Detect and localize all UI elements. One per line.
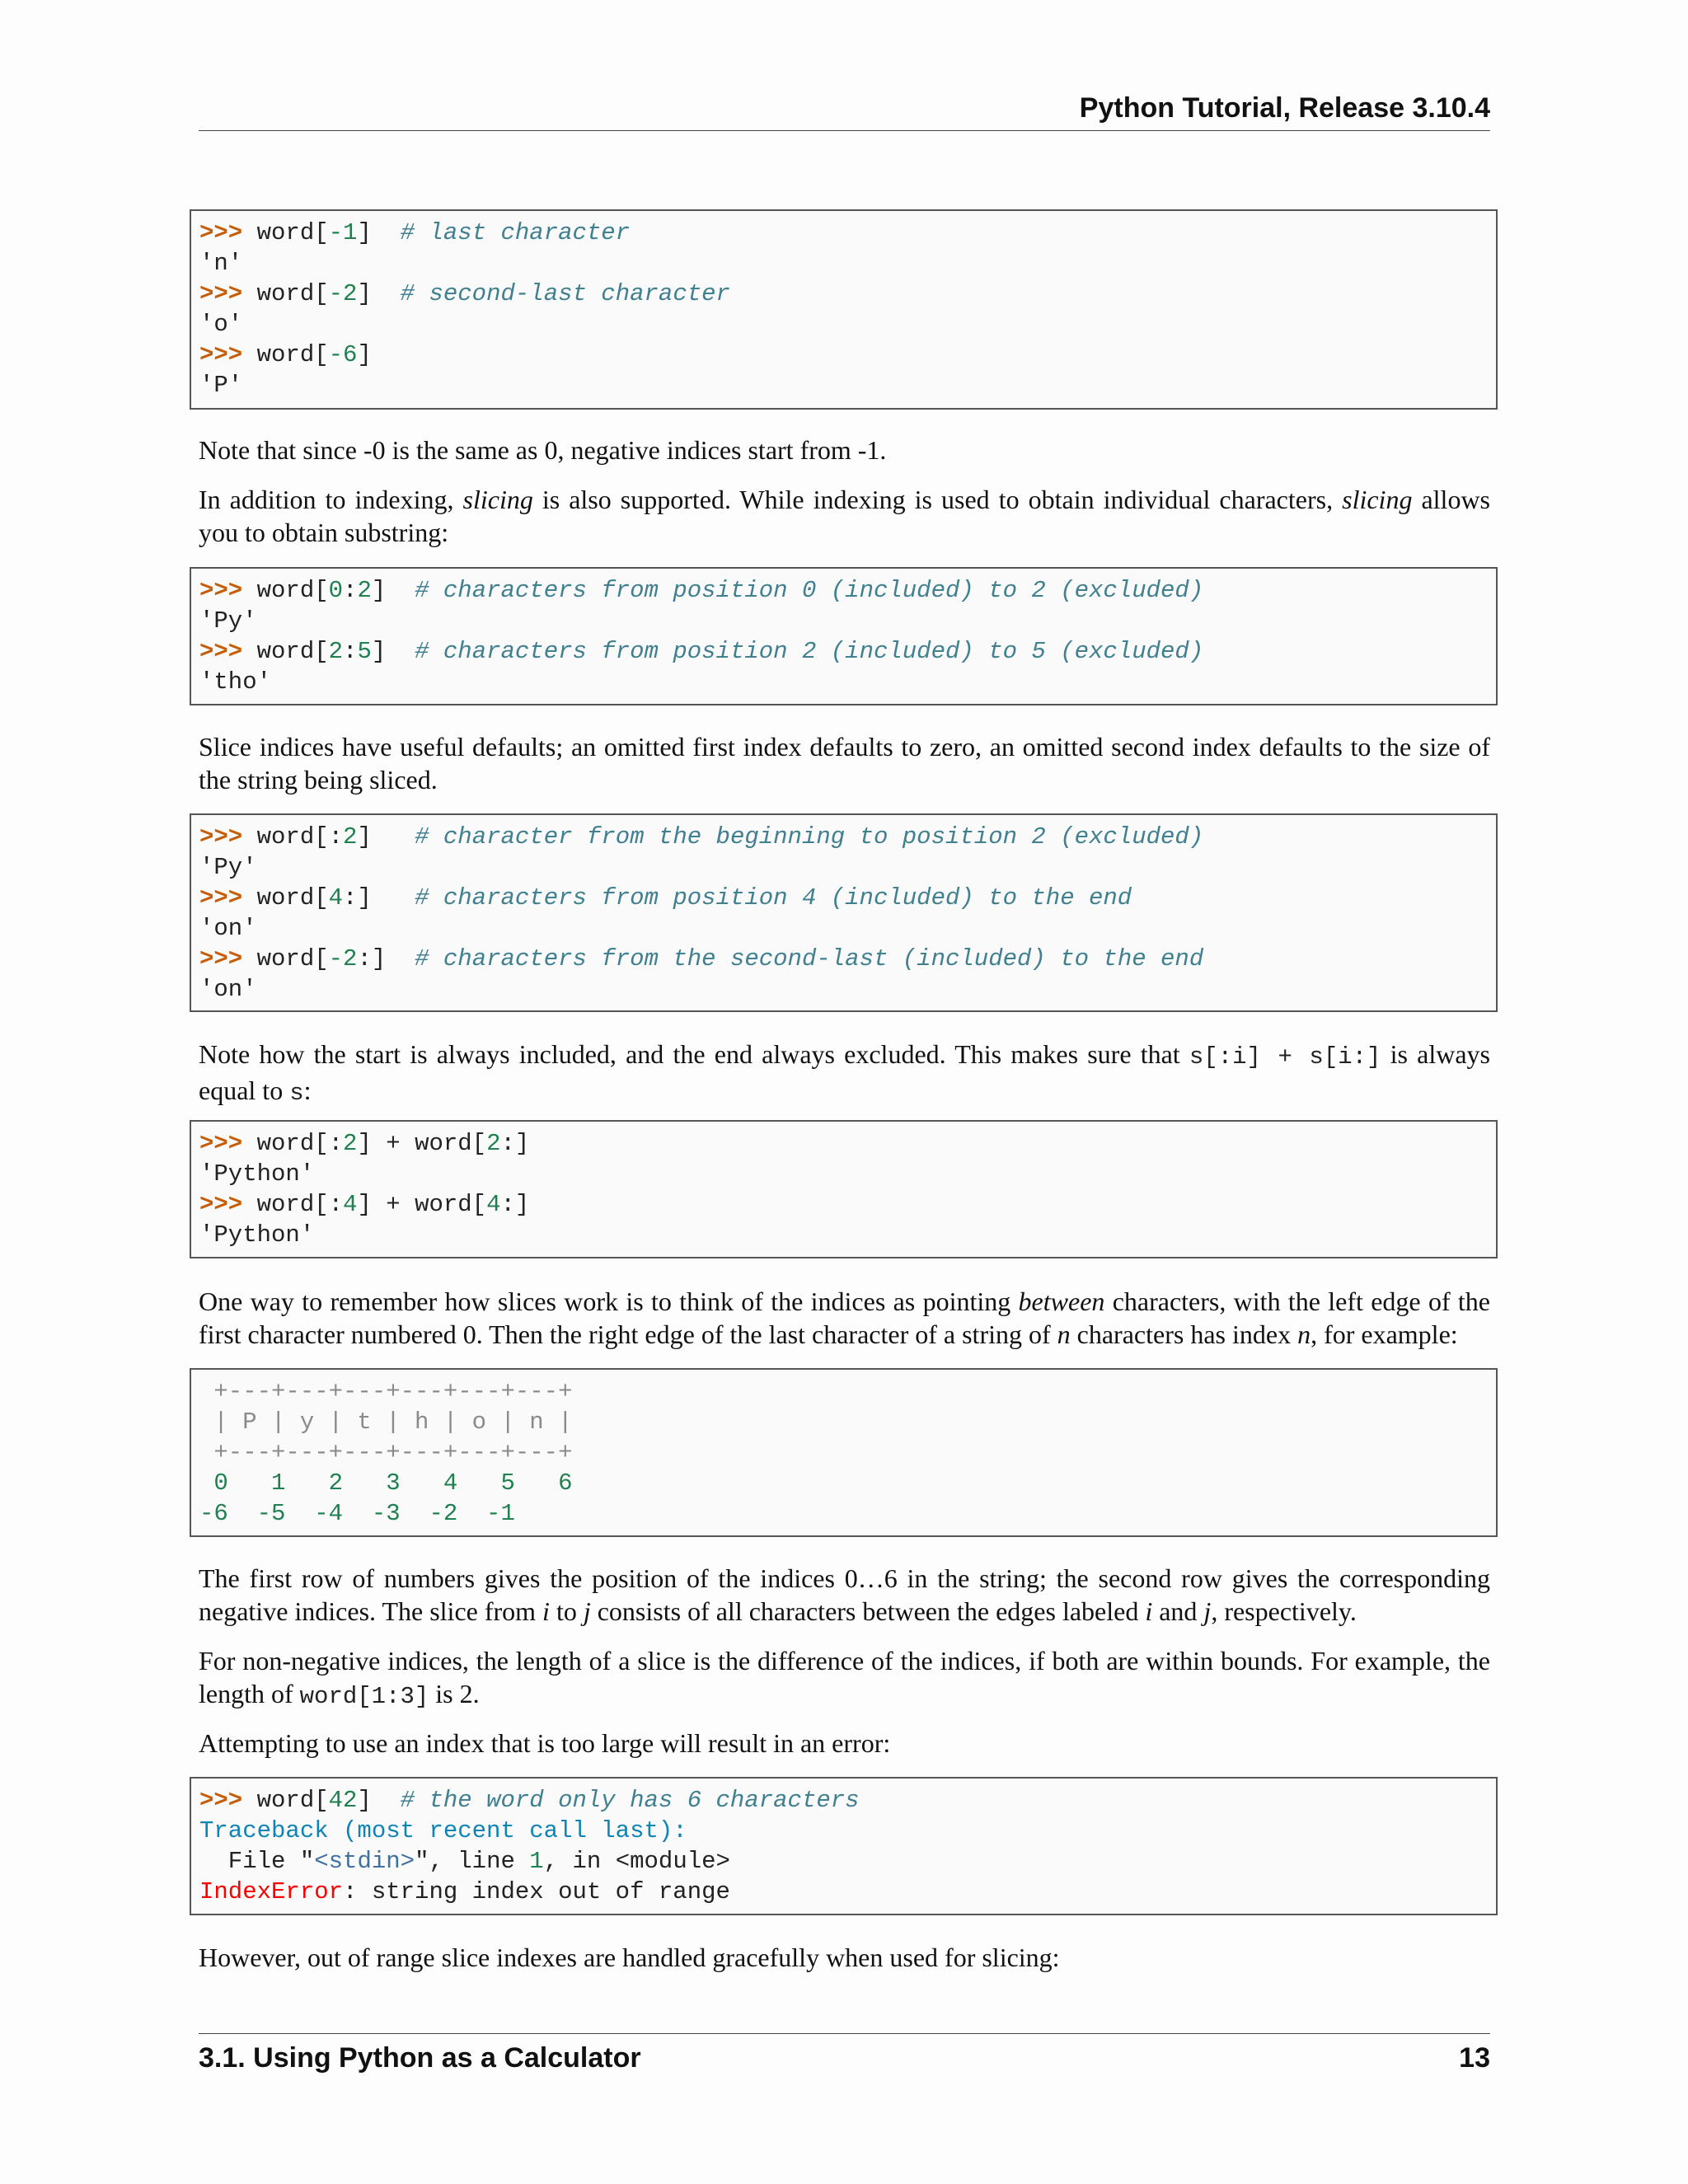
code-text: word[ — [242, 1787, 329, 1814]
code-number: -2 — [328, 280, 358, 307]
body-text: Slice indices have useful defaults; an omitted first index defaults to zero, an omitted second index defaults to the size of the string being sliced. — [199, 732, 1490, 794]
code-text: 'on' — [199, 976, 257, 1003]
body-text: The first row of numbers gives the position of the indices 0…6 in the string; the second row gives the corresponding negative indices. The slice from — [199, 1563, 1490, 1626]
code-text: :] — [343, 884, 415, 912]
code-number: 2 — [343, 1130, 358, 1157]
code-text: ] — [357, 341, 372, 368]
code-line — [199, 913, 1488, 944]
code-text: 'Py' — [199, 854, 257, 881]
code-block-slice-defaults — [190, 813, 1498, 1012]
code-line — [199, 883, 1488, 913]
code-line — [199, 340, 1488, 370]
code-line — [199, 667, 1488, 697]
code-line — [199, 822, 1488, 852]
code-text: word[: — [242, 1191, 344, 1218]
inline-code: s[:i] + s[i:] — [1189, 1043, 1381, 1071]
prompt-marker: >>> — [199, 219, 243, 246]
body-text: , respectively. — [1211, 1596, 1357, 1626]
code-comment: # character from the beginning to position 2 (excluded) — [415, 823, 1204, 851]
code-text: word[ — [242, 219, 329, 246]
code-line — [199, 248, 1488, 279]
prompt-marker: >>> — [199, 884, 243, 912]
page-number: 13 — [1459, 2042, 1490, 2074]
paragraph-indices-between — [199, 1285, 1490, 1351]
body-text: is 2. — [429, 1679, 480, 1708]
body-text: to — [549, 1596, 584, 1626]
code-text: 'tho' — [199, 668, 272, 696]
code-text: :] — [500, 1191, 530, 1218]
code-text: 'Python' — [199, 1221, 315, 1249]
code-line — [199, 1220, 1488, 1250]
code-line — [199, 1816, 1488, 1846]
code-block-index-diagram — [190, 1368, 1498, 1537]
code-line — [199, 944, 1488, 974]
diagram-index-numbers: -6 -5 -4 -3 -2 -1 — [199, 1500, 515, 1527]
code-number: 2 — [343, 823, 358, 851]
paragraph-slicing-intro — [199, 483, 1490, 549]
emphasis-text: i — [542, 1596, 550, 1626]
inline-code: word[1:3] — [299, 1683, 429, 1710]
code-line — [199, 1189, 1488, 1220]
code-text: 'o' — [199, 311, 243, 338]
code-line — [199, 1437, 1488, 1468]
paragraph-slice-defaults — [199, 730, 1490, 796]
code-comment: # characters from position 4 (included) to the end — [415, 884, 1132, 912]
paragraph-index-error — [199, 1727, 1490, 1760]
body-text: Note that since -0 is the same as 0, negative indices start from -1. — [199, 435, 887, 465]
traceback-header: Traceback (most recent call last): — [199, 1817, 687, 1844]
code-line — [199, 1785, 1488, 1816]
inline-code: s — [289, 1080, 304, 1107]
code-text: ] + word[ — [357, 1130, 487, 1157]
footer-rule — [199, 2033, 1490, 2034]
emphasis-text: slicing — [462, 485, 533, 514]
code-line — [199, 218, 1488, 248]
code-text: , in <module> — [543, 1848, 730, 1875]
code-text: : — [343, 638, 358, 665]
body-text: is always equal to — [199, 1039, 1490, 1105]
code-number: 42 — [328, 1787, 358, 1814]
code-line — [199, 1877, 1488, 1907]
code-line — [199, 974, 1488, 1005]
code-comment: # last character — [400, 219, 631, 246]
body-text: Note how the start is always included, and the end always excluded. This makes sure that — [199, 1039, 1189, 1069]
body-text: : — [303, 1076, 312, 1105]
code-comment: # characters from the second-last (included) to the end — [415, 945, 1204, 972]
body-text: consists of all characters between the edges labeled — [590, 1596, 1146, 1626]
error-name: IndexError — [199, 1878, 344, 1905]
code-text: ] — [357, 280, 401, 307]
code-text: :] — [500, 1130, 530, 1157]
diagram-text: | P | y | t | h | o | n | — [199, 1408, 573, 1436]
emphasis-text: j — [583, 1596, 591, 1626]
code-line — [199, 636, 1488, 667]
emphasis-text: n — [1297, 1319, 1311, 1349]
prompt-marker: >>> — [199, 1787, 243, 1814]
code-block-index-error — [190, 1777, 1498, 1915]
code-text: word[ — [242, 280, 329, 307]
code-block-slicing — [190, 567, 1498, 705]
code-text: 'on' — [199, 915, 257, 942]
diagram-text: +---+---+---+---+---+---+ — [199, 1439, 573, 1466]
code-line — [199, 852, 1488, 883]
code-number: -1 — [328, 219, 358, 246]
code-text: word[: — [242, 823, 344, 851]
code-text: ] — [357, 219, 401, 246]
prompt-marker: >>> — [199, 638, 243, 665]
code-line — [199, 1128, 1488, 1159]
paragraph-out-of-range-slicing — [199, 1941, 1490, 1974]
code-text: : — [343, 577, 358, 604]
prompt-marker: >>> — [199, 945, 243, 972]
code-text: ", line — [415, 1848, 530, 1875]
code-number: -2 — [328, 945, 358, 972]
code-line — [199, 1376, 1488, 1407]
code-number: 0 — [328, 577, 344, 604]
code-block-concatenation — [190, 1120, 1498, 1258]
emphasis-text: i — [1145, 1596, 1153, 1626]
emphasis-text: between — [1018, 1286, 1105, 1316]
running-footer-section: 3.1. Using Python as a Calculator — [199, 2042, 641, 2074]
code-number: 2 — [328, 638, 344, 665]
code-text: word[ — [242, 638, 329, 665]
code-text: 'Py' — [199, 607, 257, 635]
body-text: One way to remember how slices work is to think of the indices as pointing — [199, 1286, 1019, 1316]
paragraph-slice-length — [199, 1644, 1490, 1713]
code-string: <stdin> — [314, 1848, 415, 1875]
code-number: 5 — [357, 638, 372, 665]
code-text: ] — [371, 638, 415, 665]
prompt-marker: >>> — [199, 1191, 243, 1218]
code-line — [199, 606, 1488, 636]
code-text: : string index out of range — [343, 1878, 730, 1905]
paragraph-start-included — [199, 1038, 1490, 1110]
prompt-marker: >>> — [199, 577, 243, 604]
code-text: ] + word[ — [357, 1191, 487, 1218]
code-text: ] — [371, 577, 415, 604]
code-text: 'n' — [199, 250, 243, 277]
code-number: 1 — [529, 1848, 544, 1875]
code-text: :] — [357, 945, 415, 972]
code-line — [199, 1498, 1488, 1529]
body-text: In addition to indexing, — [199, 485, 463, 514]
code-number: 2 — [486, 1130, 501, 1157]
prompt-marker: >>> — [199, 341, 243, 368]
code-number: -6 — [328, 341, 358, 368]
code-text: word[ — [242, 577, 329, 604]
body-text: is also supported. While indexing is used to obtain individual characters, — [532, 485, 1343, 514]
code-line — [199, 1407, 1488, 1437]
code-comment: # second-last character — [400, 280, 730, 307]
code-text: word[: — [242, 1130, 344, 1157]
code-number: 2 — [357, 577, 372, 604]
body-text: characters, with the left edge of the first character numbered 0. Then the right edge of the last character of a string of — [199, 1286, 1491, 1349]
code-line — [199, 370, 1488, 401]
code-text: File " — [199, 1848, 315, 1875]
body-text: , for example: — [1311, 1319, 1458, 1349]
code-number: 4 — [328, 884, 344, 912]
code-number: 4 — [343, 1191, 358, 1218]
diagram-text: +---+---+---+---+---+---+ — [199, 1378, 573, 1405]
body-text: allows you to obtain substring: — [199, 485, 1491, 547]
body-text: and — [1152, 1596, 1204, 1626]
paragraph-negative-indices — [199, 434, 1490, 466]
code-comment: # the word only has 6 characters — [400, 1787, 860, 1814]
prompt-marker: >>> — [199, 280, 243, 307]
code-text: word[ — [242, 884, 329, 912]
emphasis-text: j — [1203, 1596, 1212, 1626]
code-line — [199, 1468, 1488, 1498]
prompt-marker: >>> — [199, 823, 243, 851]
code-number: 4 — [486, 1191, 501, 1218]
code-text: ] — [357, 1787, 401, 1814]
paragraph-index-rows — [199, 1562, 1490, 1628]
emphasis-text: n — [1057, 1319, 1071, 1349]
code-text: 'P' — [199, 372, 243, 399]
prompt-marker: >>> — [199, 1130, 243, 1157]
emphasis-text: slicing — [1342, 485, 1413, 514]
body-text: characters has index — [1070, 1319, 1298, 1349]
diagram-index-numbers: 0 1 2 3 4 5 6 — [199, 1469, 573, 1497]
header-rule — [199, 130, 1490, 131]
body-text: Attempting to use an index that is too large will result in an error: — [199, 1728, 891, 1758]
code-line — [199, 279, 1488, 309]
code-line — [199, 1846, 1488, 1877]
code-comment: # characters from position 2 (included) to 5 (excluded) — [415, 638, 1204, 665]
code-line — [199, 575, 1488, 606]
code-text: word[ — [242, 341, 329, 368]
code-block-negative-indexing — [190, 209, 1498, 410]
code-text: 'Python' — [199, 1160, 315, 1188]
body-text: For non-negative indices, the length of a slice is the difference of the indices, if both are within bounds. For example, the length of — [199, 1646, 1490, 1708]
code-text: word[ — [242, 945, 329, 972]
code-comment: # characters from position 0 (included) to 2 (excluded) — [415, 577, 1204, 604]
code-text: ] — [357, 823, 415, 851]
body-text: However, out of range slice indexes are handled gracefully when used for slicing: — [199, 1943, 1060, 1972]
running-header-title: Python Tutorial, Release 3.10.4 — [1079, 92, 1490, 124]
code-line — [199, 1159, 1488, 1189]
code-line — [199, 309, 1488, 340]
